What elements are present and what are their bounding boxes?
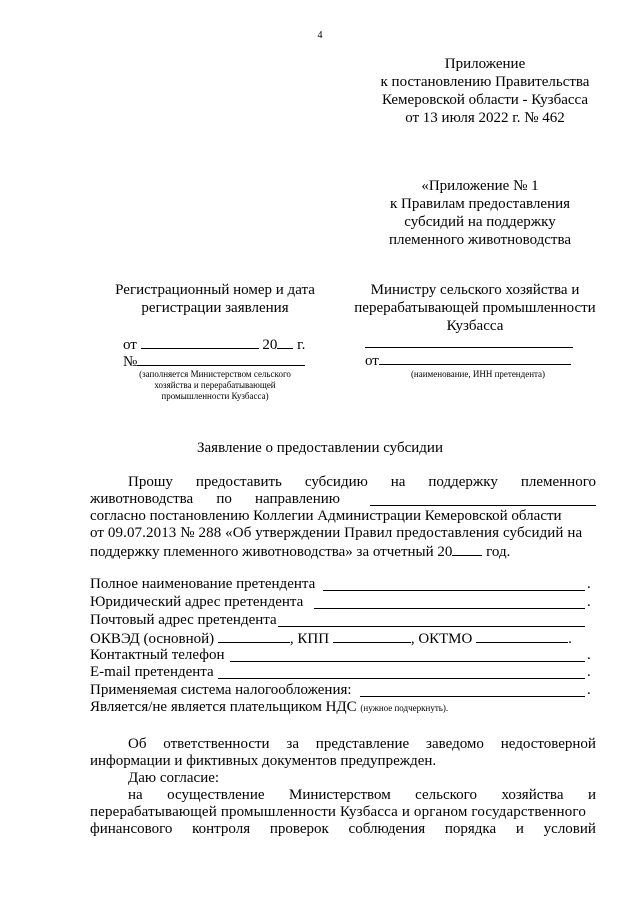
registration-date-field[interactable] — [141, 335, 259, 349]
full-name-field[interactable] — [323, 590, 585, 591]
consent-title: Даю согласие: — [128, 770, 220, 786]
registration-number-field[interactable] — [137, 352, 305, 366]
report-year-field[interactable] — [452, 542, 482, 556]
postal-address-field[interactable] — [278, 626, 585, 627]
legal-address-field[interactable] — [314, 608, 585, 609]
vat-choice[interactable]: Является/не является плательщиком НДС — [90, 699, 357, 715]
addressee-note: (наименование, ИНН претендента) — [410, 369, 546, 379]
registration-title: Регистрационный номер и дата — [115, 282, 315, 298]
phone-field[interactable] — [230, 661, 585, 662]
header-line: от 13 июля 2022 г. № 462 — [405, 110, 565, 126]
email-field[interactable] — [218, 678, 585, 679]
registration-year-field[interactable] — [277, 335, 293, 349]
appendix-line: субсидий на поддержку — [404, 214, 556, 230]
full-name-label: Полное наименование претендента — [90, 576, 316, 592]
header-line: Приложение — [444, 56, 526, 72]
request-line: согласно постановлению Коллегии Администрации Кемеровской области — [90, 508, 562, 524]
tax-system-field[interactable] — [360, 696, 585, 697]
applicant-field[interactable] — [379, 351, 571, 365]
request-line: от 09.07.2013 № 288 «Об утверждении Правил предоставления субсидий на — [90, 525, 583, 541]
document-title: Заявление о предоставлении субсидии — [197, 440, 443, 456]
request-line: Прошу предоставить субсидию на поддержку племенного — [128, 474, 596, 490]
registration-date-line: от 20 г. — [123, 337, 306, 353]
addressee-line: Министру сельского хозяйства и — [370, 282, 580, 298]
period: . — [587, 647, 591, 663]
header-line: Кемеровской области - Кузбасса — [381, 92, 589, 108]
request-line: животноводства по направлению — [90, 491, 340, 507]
consent-line: на осуществление Министерством сельского хозяйства и — [128, 787, 596, 803]
registration-note: хозяйства и перерабатывающей — [154, 380, 276, 390]
vat-line: Является/не является плательщиком НДС (нужное подчеркнуть). — [90, 699, 449, 715]
addressee-line: перерабатывающей промышленности — [354, 300, 596, 316]
registration-note: промышленности Кузбасса) — [161, 391, 269, 401]
postal-address-label: Почтовый адрес претендента — [90, 612, 277, 628]
consent-line: финансового контроля проверок соблюдения порядка и условий — [90, 821, 596, 837]
okved-line: ОКВЭД (основной) , КПП , ОКТМО . — [90, 631, 572, 647]
registration-number-line: № — [123, 352, 305, 371]
period: . — [587, 664, 591, 680]
kpp-field[interactable] — [333, 629, 411, 643]
responsibility-line: информации и фиктивных документов предупрежден. — [90, 753, 437, 769]
email-label: E-mail претендента — [90, 664, 214, 680]
appendix-line: «Приложение № 1 — [421, 178, 539, 194]
registration-note: (заполняется Министерством сельского — [139, 369, 291, 379]
okved-field[interactable] — [218, 629, 290, 643]
oktmo-field[interactable] — [476, 629, 568, 643]
addressee-from-line: от — [365, 351, 571, 370]
appendix-line: к Правилам предоставления — [389, 196, 571, 212]
responsibility-line: Об ответственности за представление заведомо недостоверной — [128, 736, 596, 752]
header-line: к постановлению Правительства — [380, 74, 590, 90]
phone-label: Контактный телефон — [90, 647, 225, 663]
request-line: поддержку племенного животноводства» за отчетный 20 год. — [90, 544, 511, 560]
registration-title: регистрации заявления — [141, 300, 289, 316]
addressee-line: Кузбасса — [446, 318, 504, 334]
period: . — [587, 682, 591, 698]
tax-system-label: Применяемая система налогообложения: — [90, 682, 352, 698]
page-number: 4 — [317, 30, 323, 41]
consent-line: перерабатывающей промышленности Кузбасса и органом государственного — [90, 804, 586, 820]
period: . — [587, 594, 591, 610]
appendix-line: племенного животноводства — [388, 232, 572, 248]
direction-field[interactable] — [370, 505, 596, 506]
addressee-name-field[interactable] — [365, 347, 573, 348]
legal-address-label: Юридический адрес претендента — [90, 594, 304, 610]
period: . — [587, 576, 591, 592]
